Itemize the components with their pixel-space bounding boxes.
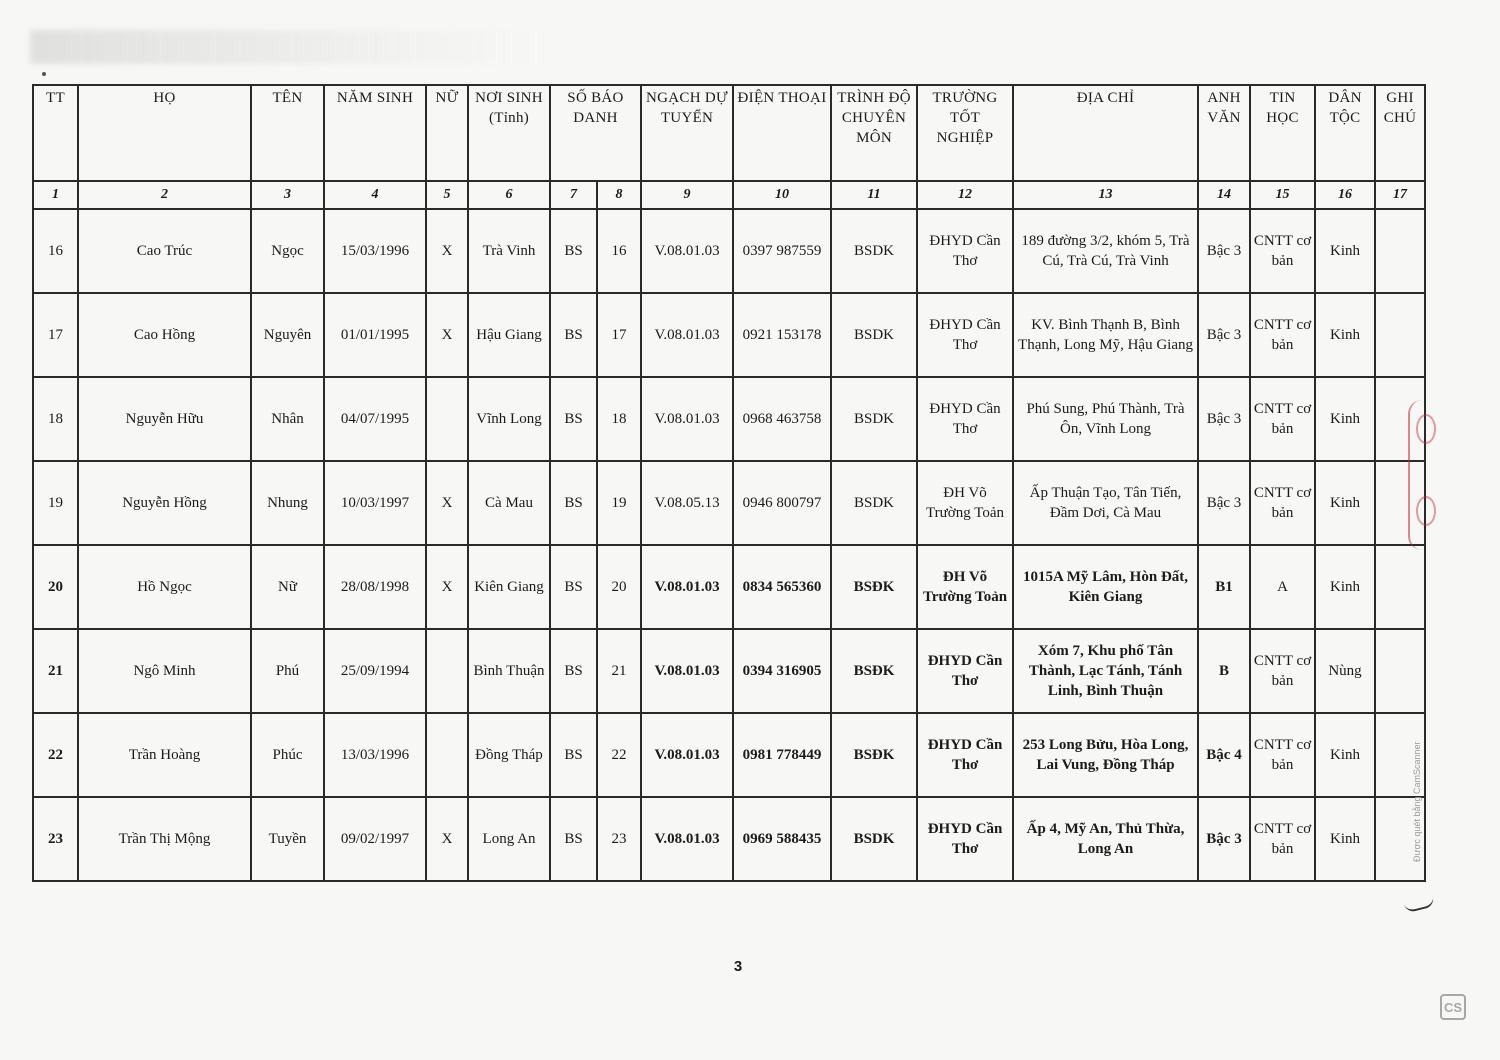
cell-nam-sinh: 25/09/1994 bbox=[324, 629, 426, 713]
cell-truong: ĐHYD Cần Thơ bbox=[917, 713, 1013, 797]
header-dia-chi: ĐỊA CHỈ bbox=[1013, 85, 1198, 181]
cell-ghi-chu bbox=[1375, 209, 1425, 293]
scan-mark bbox=[42, 72, 46, 76]
camscanner-logo-icon: CS bbox=[1440, 994, 1466, 1020]
cell-dan-toc: Nùng bbox=[1315, 629, 1375, 713]
cell-tin-hoc: CNTT cơ bản bbox=[1250, 377, 1315, 461]
cell-trinh-do: BSDK bbox=[831, 797, 917, 881]
cell-dia-chi: Phú Sung, Phú Thành, Trà Ôn, Vĩnh Long bbox=[1013, 377, 1198, 461]
cell-nu bbox=[426, 713, 468, 797]
column-number: 10 bbox=[733, 181, 831, 209]
cell-sbd-number: 22 bbox=[597, 713, 641, 797]
cell-ngach: V.08.01.03 bbox=[641, 713, 733, 797]
header-anh-van: ANH VĂN bbox=[1198, 85, 1250, 181]
cell-dia-chi: 253 Long Bửu, Hòa Long, Lai Vung, Đồng Tháp bbox=[1013, 713, 1198, 797]
cell-ten: Tuyền bbox=[251, 797, 324, 881]
column-number: 14 bbox=[1198, 181, 1250, 209]
table-row bbox=[33, 629, 1425, 713]
cell-sbd-prefix: BS bbox=[550, 293, 597, 377]
cell-sbd-prefix: BS bbox=[550, 713, 597, 797]
column-number: 8 bbox=[597, 181, 641, 209]
column-number: 7 bbox=[550, 181, 597, 209]
cell-sbd-number: 18 bbox=[597, 377, 641, 461]
cell-noi-sinh: Hậu Giang bbox=[468, 293, 550, 377]
cell-ngach: V.08.01.03 bbox=[641, 545, 733, 629]
cell-sbd-prefix: BS bbox=[550, 629, 597, 713]
cell-dien-thoai: 0969 588435 bbox=[733, 797, 831, 881]
cell-sbd-number: 20 bbox=[597, 545, 641, 629]
cell-dien-thoai: 0946 800797 bbox=[733, 461, 831, 545]
cell-dan-toc: Kinh bbox=[1315, 293, 1375, 377]
header-nu: NỮ bbox=[426, 85, 468, 181]
red-stamp-mark bbox=[1408, 400, 1442, 550]
cell-dia-chi: Ấp Thuận Tạo, Tân Tiến, Đầm Dơi, Cà Mau bbox=[1013, 461, 1198, 545]
cell-tt: 22 bbox=[33, 713, 78, 797]
header-ghi-chu: GHI CHÚ bbox=[1375, 85, 1425, 181]
column-number: 6 bbox=[468, 181, 550, 209]
cell-ho: Hồ Ngọc bbox=[78, 545, 251, 629]
cell-anh-van: Bậc 3 bbox=[1198, 461, 1250, 545]
column-number: 11 bbox=[831, 181, 917, 209]
cell-nu: X bbox=[426, 797, 468, 881]
cell-nam-sinh: 04/07/1995 bbox=[324, 377, 426, 461]
cell-noi-sinh: Bình Thuận bbox=[468, 629, 550, 713]
cell-anh-van: Bậc 3 bbox=[1198, 209, 1250, 293]
cell-truong: ĐH Võ Trường Toản bbox=[917, 461, 1013, 545]
cell-nam-sinh: 28/08/1998 bbox=[324, 545, 426, 629]
cell-dien-thoai: 0394 316905 bbox=[733, 629, 831, 713]
cell-sbd-prefix: BS bbox=[550, 209, 597, 293]
table-row bbox=[33, 293, 1425, 377]
cell-nam-sinh: 09/02/1997 bbox=[324, 797, 426, 881]
column-number: 9 bbox=[641, 181, 733, 209]
table-row bbox=[33, 209, 1425, 293]
cell-dia-chi: 189 đường 3/2, khóm 5, Trà Cú, Trà Cú, Trà Vinh bbox=[1013, 209, 1198, 293]
cell-noi-sinh: Trà Vinh bbox=[468, 209, 550, 293]
cell-tin-hoc: CNTT cơ bản bbox=[1250, 797, 1315, 881]
cell-noi-sinh: Kiên Giang bbox=[468, 545, 550, 629]
cell-dien-thoai: 0968 463758 bbox=[733, 377, 831, 461]
cell-nam-sinh: 01/01/1995 bbox=[324, 293, 426, 377]
cell-truong: ĐH Võ Trường Toản bbox=[917, 545, 1013, 629]
column-number: 5 bbox=[426, 181, 468, 209]
column-number: 4 bbox=[324, 181, 426, 209]
cell-anh-van: B bbox=[1198, 629, 1250, 713]
cell-tt: 18 bbox=[33, 377, 78, 461]
cell-tin-hoc: CNTT cơ bản bbox=[1250, 209, 1315, 293]
column-number: 12 bbox=[917, 181, 1013, 209]
cell-trinh-do: BSDK bbox=[831, 377, 917, 461]
cell-tin-hoc: CNTT cơ bản bbox=[1250, 293, 1315, 377]
cell-dien-thoai: 0981 778449 bbox=[733, 713, 831, 797]
header-tt: TT bbox=[33, 85, 78, 181]
cell-truong: ĐHYD Cần Thơ bbox=[917, 293, 1013, 377]
cell-ho: Cao Trúc bbox=[78, 209, 251, 293]
cell-dia-chi: 1015A Mỹ Lâm, Hòn Đất, Kiên Giang bbox=[1013, 545, 1198, 629]
column-number: 1 bbox=[33, 181, 78, 209]
table-row bbox=[33, 545, 1425, 629]
cell-ghi-chu bbox=[1375, 293, 1425, 377]
cell-ho: Ngô Minh bbox=[78, 629, 251, 713]
cell-dan-toc: Kinh bbox=[1315, 377, 1375, 461]
cell-nu: X bbox=[426, 461, 468, 545]
header-ten: TÊN bbox=[251, 85, 324, 181]
cell-dan-toc: Kinh bbox=[1315, 797, 1375, 881]
cell-ngach: V.08.01.03 bbox=[641, 293, 733, 377]
cell-sbd-number: 23 bbox=[597, 797, 641, 881]
cell-dien-thoai: 0834 565360 bbox=[733, 545, 831, 629]
cell-ten: Nhân bbox=[251, 377, 324, 461]
header-truong: TRƯỜNG TỐT NGHIỆP bbox=[917, 85, 1013, 181]
cell-nu bbox=[426, 377, 468, 461]
cell-trinh-do: BSĐK bbox=[831, 545, 917, 629]
cell-sbd-prefix: BS bbox=[550, 545, 597, 629]
cell-ten: Nguyên bbox=[251, 293, 324, 377]
cell-sbd-number: 19 bbox=[597, 461, 641, 545]
cell-ten: Ngọc bbox=[251, 209, 324, 293]
cell-trinh-do: BSĐK bbox=[831, 713, 917, 797]
cell-sbd-prefix: BS bbox=[550, 461, 597, 545]
cell-ho: Trần Thị Mộng bbox=[78, 797, 251, 881]
cell-ten: Nhung bbox=[251, 461, 324, 545]
cell-ho: Cao Hồng bbox=[78, 293, 251, 377]
cell-ten: Phúc bbox=[251, 713, 324, 797]
cell-tin-hoc: A bbox=[1250, 545, 1315, 629]
column-number: 16 bbox=[1315, 181, 1375, 209]
header-dan-toc: DÂN TỘC bbox=[1315, 85, 1375, 181]
cell-nu: X bbox=[426, 545, 468, 629]
cell-sbd-number: 16 bbox=[597, 209, 641, 293]
cell-nu bbox=[426, 629, 468, 713]
cell-truong: ĐHYD Cần Thơ bbox=[917, 209, 1013, 293]
cell-ngach: V.08.01.03 bbox=[641, 629, 733, 713]
cell-ten: Phú bbox=[251, 629, 324, 713]
cell-trinh-do: BSĐK bbox=[831, 629, 917, 713]
cell-truong: ĐHYD Cần Thơ bbox=[917, 377, 1013, 461]
cell-nu: X bbox=[426, 209, 468, 293]
cell-sbd-number: 21 bbox=[597, 629, 641, 713]
cell-nam-sinh: 13/03/1996 bbox=[324, 713, 426, 797]
cell-sbd-prefix: BS bbox=[550, 377, 597, 461]
cell-nam-sinh: 10/03/1997 bbox=[324, 461, 426, 545]
cell-anh-van: Bậc 4 bbox=[1198, 713, 1250, 797]
cell-trinh-do: BSDK bbox=[831, 461, 917, 545]
cell-ho: Nguyễn Hồng bbox=[78, 461, 251, 545]
header-nam-sinh: NĂM SINH bbox=[324, 85, 426, 181]
cell-dia-chi: Ấp 4, Mỹ An, Thủ Thừa, Long An bbox=[1013, 797, 1198, 881]
cell-truong: ĐHYD Cần Thơ bbox=[917, 629, 1013, 713]
cell-ngach: V.08.05.13 bbox=[641, 461, 733, 545]
cell-dan-toc: Kinh bbox=[1315, 461, 1375, 545]
cell-noi-sinh: Vĩnh Long bbox=[468, 377, 550, 461]
cell-dien-thoai: 0921 153178 bbox=[733, 293, 831, 377]
cell-truong: ĐHYD Cần Thơ bbox=[917, 797, 1013, 881]
cell-tin-hoc: CNTT cơ bản bbox=[1250, 461, 1315, 545]
cell-tin-hoc: CNTT cơ bản bbox=[1250, 713, 1315, 797]
cell-tin-hoc: CNTT cơ bản bbox=[1250, 629, 1315, 713]
cell-sbd-number: 17 bbox=[597, 293, 641, 377]
column-number: 2 bbox=[78, 181, 251, 209]
candidate-table bbox=[32, 84, 1426, 882]
cell-dan-toc: Kinh bbox=[1315, 545, 1375, 629]
table-row bbox=[33, 797, 1425, 881]
table-row bbox=[33, 713, 1425, 797]
column-number: 3 bbox=[251, 181, 324, 209]
column-number: 13 bbox=[1013, 181, 1198, 209]
cell-nu: X bbox=[426, 293, 468, 377]
table-row bbox=[33, 377, 1425, 461]
cell-trinh-do: BSDK bbox=[831, 293, 917, 377]
page-number: 3 bbox=[733, 958, 743, 975]
column-number-row bbox=[33, 181, 1425, 209]
cell-tt: 19 bbox=[33, 461, 78, 545]
cell-noi-sinh: Đồng Tháp bbox=[468, 713, 550, 797]
cell-tt: 20 bbox=[33, 545, 78, 629]
cell-trinh-do: BSDK bbox=[831, 209, 917, 293]
cell-anh-van: Bậc 3 bbox=[1198, 377, 1250, 461]
cell-tt: 21 bbox=[33, 629, 78, 713]
cell-tt: 17 bbox=[33, 293, 78, 377]
signature-mark bbox=[1403, 893, 1435, 914]
cell-tt: 16 bbox=[33, 209, 78, 293]
scan-shadow bbox=[30, 30, 550, 64]
header-ngach: NGẠCH DỰ TUYỂN bbox=[641, 85, 733, 181]
header-dien-thoai: ĐIỆN THOẠI bbox=[733, 85, 831, 181]
cell-dia-chi: KV. Bình Thạnh B, Bình Thạnh, Long Mỹ, Hậu Giang bbox=[1013, 293, 1198, 377]
cell-nam-sinh: 15/03/1996 bbox=[324, 209, 426, 293]
header-ho: HỌ bbox=[78, 85, 251, 181]
cell-anh-van: B1 bbox=[1198, 545, 1250, 629]
cell-dia-chi: Xóm 7, Khu phố Tân Thành, Lạc Tánh, Tánh Linh, Bình Thuận bbox=[1013, 629, 1198, 713]
header-noi-sinh: NƠI SINH (Tỉnh) bbox=[468, 85, 550, 181]
table-row bbox=[33, 461, 1425, 545]
cell-noi-sinh: Cà Mau bbox=[468, 461, 550, 545]
cell-tt: 23 bbox=[33, 797, 78, 881]
cell-noi-sinh: Long An bbox=[468, 797, 550, 881]
cell-anh-van: Bậc 3 bbox=[1198, 293, 1250, 377]
cell-anh-van: Bậc 3 bbox=[1198, 797, 1250, 881]
cell-ho: Trần Hoàng bbox=[78, 713, 251, 797]
cell-ghi-chu bbox=[1375, 629, 1425, 713]
cell-ngach: V.08.01.03 bbox=[641, 797, 733, 881]
header-row bbox=[33, 85, 1425, 181]
cell-ghi-chu bbox=[1375, 545, 1425, 629]
cell-ngach: V.08.01.03 bbox=[641, 377, 733, 461]
cell-ngach: V.08.01.03 bbox=[641, 209, 733, 293]
table-body bbox=[33, 209, 1425, 881]
cell-ten: Nữ bbox=[251, 545, 324, 629]
column-number: 15 bbox=[1250, 181, 1315, 209]
cell-dan-toc: Kinh bbox=[1315, 209, 1375, 293]
camscanner-watermark: Được quét bằng CamScanner bbox=[1412, 741, 1422, 862]
cell-dien-thoai: 0397 987559 bbox=[733, 209, 831, 293]
cell-ho: Nguyễn Hữu bbox=[78, 377, 251, 461]
cell-sbd-prefix: BS bbox=[550, 797, 597, 881]
cell-dan-toc: Kinh bbox=[1315, 713, 1375, 797]
header-so-bao-danh: SỐ BÁO DANH bbox=[550, 85, 641, 181]
column-number: 17 bbox=[1375, 181, 1425, 209]
header-trinh-do: TRÌNH ĐỘ CHUYÊN MÔN bbox=[831, 85, 917, 181]
header-tin-hoc: TIN HỌC bbox=[1250, 85, 1315, 181]
